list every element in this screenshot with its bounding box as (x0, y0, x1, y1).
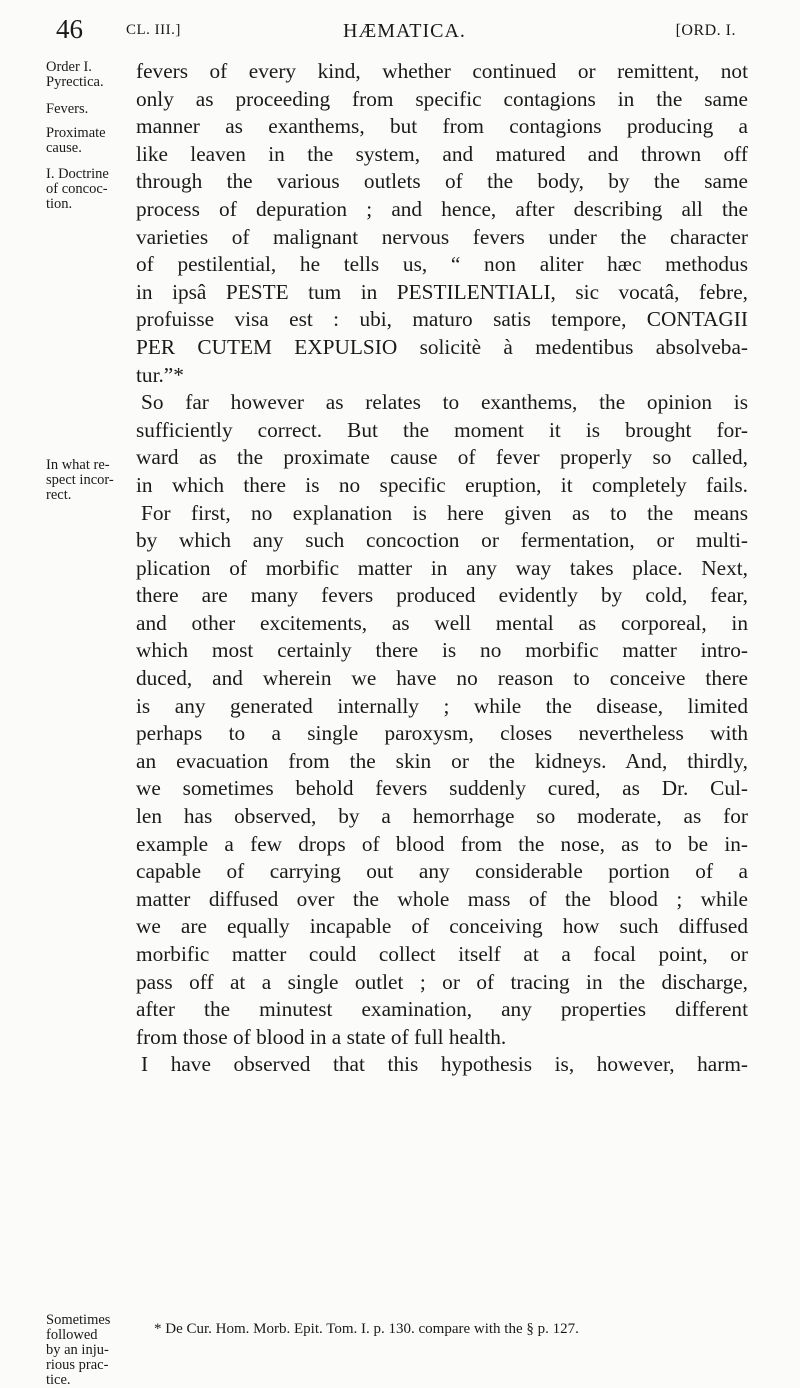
footnote: * De Cur. Hom. Morb. Epit. Tom. I. p. 130. compare with the § p. 127. (154, 1321, 579, 1337)
text-line: which most certainly there is no morbific matter intro- (136, 638, 748, 663)
paragraph-2 (136, 389, 748, 1051)
text-line: from those of blood in a state of full health. (136, 1024, 507, 1049)
text-line: sufficiently correct. But the moment it is brought for- (136, 417, 748, 442)
text-line: process of depuration ; and hence, after describing all the (136, 196, 748, 221)
text-line: is any generated internally ; while the disease, limited (136, 693, 748, 718)
text-line: of pestilential, he tells us, “ non aliter hæc methodus (136, 252, 748, 277)
text-line: plication of morbific matter in any way takes place. Next, (136, 555, 748, 580)
body-text (136, 58, 748, 1079)
text-line: pass off at a single outlet ; or of tracing in the discharge, (136, 969, 748, 994)
text-line: fevers of every kind, whether continued or remittent, not (136, 59, 748, 83)
text-line: we are equally incapable of conceiving how such diffused (136, 914, 748, 939)
text-line: duced, and wherein we have no reason to conceive there (136, 666, 748, 691)
text-line: PER CUTEM EXPULSIO solicitè à medentibus absolveba- (136, 334, 748, 359)
text-line: in which there is no specific eruption, it completely fails. (136, 472, 748, 497)
text-line: varieties of malignant nervous fevers under the character (136, 224, 748, 249)
paragraph-3 (136, 1051, 748, 1079)
margin-note-order: Order I. Pyrectica. (46, 59, 104, 90)
text-line: only as proceeding from specific contagions in the same (136, 86, 748, 111)
margin-note-fevers: Fevers. (46, 101, 89, 117)
text-line: example a few drops of blood from the nose, as to be in- (136, 831, 748, 856)
text-line: len has observed, by a hemorrhage so moderate, as for (136, 804, 748, 829)
text-line: an evacuation from the skin or the kidneys. And, thirdly, (136, 748, 748, 773)
text-line: capable of carrying out any considerable portion of a (136, 859, 748, 884)
margin-note-doctrine: I. Doctrine of concoc- tion. (46, 166, 109, 212)
page-number: 46 (56, 14, 83, 44)
text-line: So far however as relates to exanthems, the opinion is (141, 390, 748, 415)
text-line: manner as exanthems, but from contagions producing a (136, 114, 748, 139)
text-line: there are many fevers produced evidently by cold, fear, (136, 583, 748, 608)
margin-note-practice: Sometimes followed by an inju- rious prac- tice. (46, 1312, 111, 1388)
text-line: we sometimes behold fevers suddenly cured, as Dr. Cul- (136, 776, 748, 801)
class-label: CL. III.] (126, 22, 181, 38)
text-line: For first, no explanation is here given as to the means (141, 500, 748, 525)
text-line: tur.”* (136, 362, 184, 387)
text-line: in ipsâ PESTE tum in PESTILENTIALI, sic vocatâ, febre, (136, 279, 748, 304)
margin-note-incorrect: In what re- spect incor- rect. (46, 457, 114, 503)
text-line: morbific matter could collect itself at a focal point, or (136, 942, 748, 966)
text-line: by which any such concoction or fermentation, or multi- (136, 528, 748, 553)
text-line: profuisse visa est : ubi, maturo satis tempore, CONTAGII (136, 307, 748, 332)
text-line: ward as the proximate cause of fever properly so called, (136, 445, 748, 470)
text-line: I have observed that this hypothesis is, however, harm- (141, 1052, 748, 1077)
paragraph-1 (136, 58, 748, 389)
text-line: through the various outlets of the body, by the same (136, 169, 748, 194)
margin-note-proximate-cause: Proximate cause. (46, 125, 106, 156)
text-line: matter diffused over the whole mass of the blood ; while (136, 886, 748, 911)
text-line: after the minutest examination, any properties different (136, 997, 748, 1022)
text-line: and other excitements, as well mental as corporeal, in (136, 610, 748, 635)
text-line: perhaps to a single paroxysm, closes nevertheless with (136, 721, 748, 746)
order-label: [ORD. I. (675, 22, 736, 39)
text-line: like leaven in the system, and matured and thrown off (136, 141, 748, 166)
running-head (56, 10, 736, 50)
running-title: HÆMATICA. (343, 20, 466, 42)
